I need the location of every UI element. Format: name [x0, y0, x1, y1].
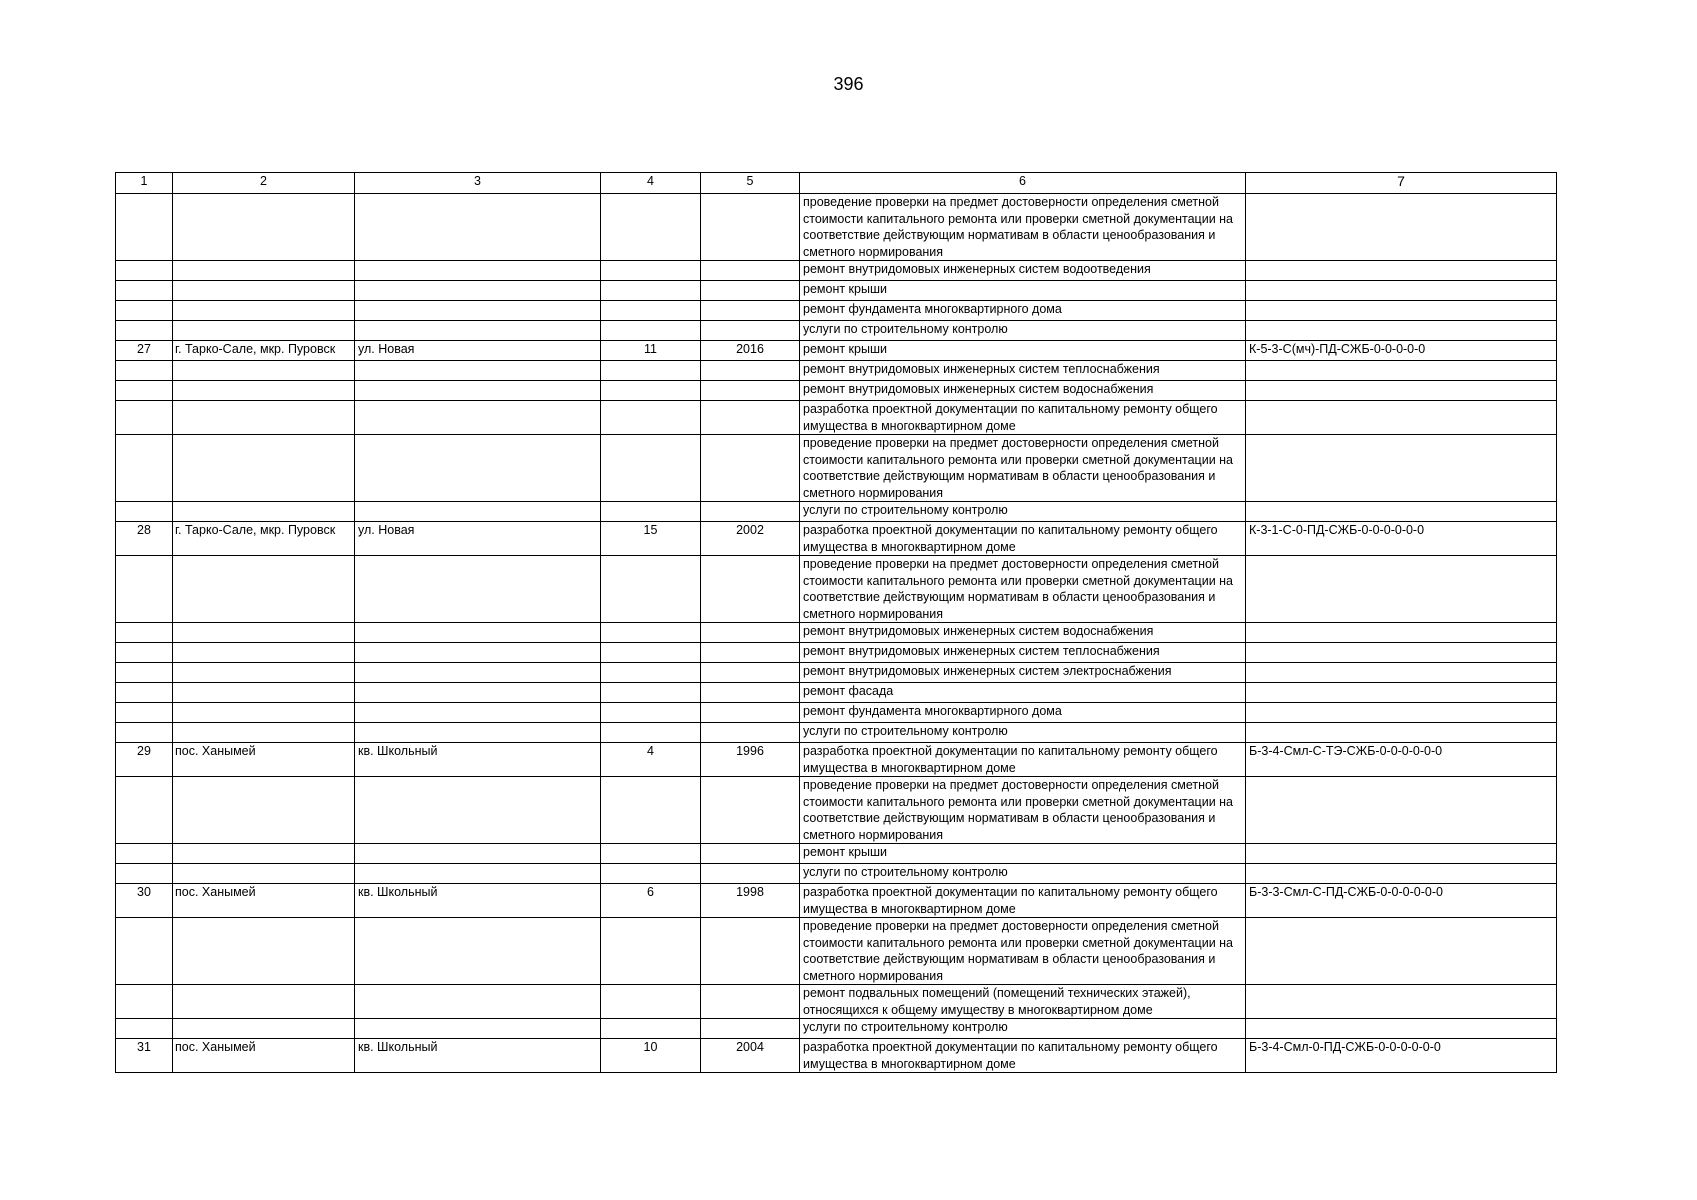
code-cell	[1246, 985, 1557, 1019]
settlement-cell	[173, 643, 355, 663]
year-cell	[701, 502, 800, 522]
code-cell	[1246, 281, 1557, 301]
house-number-cell: 6	[601, 884, 701, 918]
code-cell	[1246, 864, 1557, 884]
row-number-cell	[116, 321, 173, 341]
settlement-cell: пос. Ханымей	[173, 884, 355, 918]
house-number-cell	[601, 281, 701, 301]
house-number-cell	[601, 435, 701, 502]
street-cell	[355, 864, 601, 884]
table-row	[116, 321, 1557, 341]
table-row	[116, 381, 1557, 401]
house-number-cell	[601, 777, 701, 844]
work-type-cell: ремонт фундамента многоквартирного дома	[800, 703, 1246, 723]
work-type-cell: ремонт внутридомовых инженерных систем теплоснабжения	[800, 361, 1246, 381]
year-cell	[701, 261, 800, 281]
house-number-cell	[601, 703, 701, 723]
street-cell: ул. Новая	[355, 341, 601, 361]
row-number-cell	[116, 777, 173, 844]
year-cell	[701, 556, 800, 623]
row-number-cell	[116, 623, 173, 643]
code-cell	[1246, 194, 1557, 261]
settlement-cell	[173, 321, 355, 341]
code-cell	[1246, 844, 1557, 864]
street-cell: кв. Школьный	[355, 743, 601, 777]
table-row	[116, 361, 1557, 381]
work-type-cell: ремонт внутридомовых инженерных систем водоснабжения	[800, 381, 1246, 401]
settlement-cell	[173, 194, 355, 261]
row-number-cell	[116, 864, 173, 884]
street-cell	[355, 401, 601, 435]
header-cell-7: 7	[1246, 173, 1557, 194]
house-number-cell	[601, 556, 701, 623]
street-cell: кв. Школьный	[355, 1039, 601, 1073]
settlement-cell	[173, 844, 355, 864]
year-cell	[701, 985, 800, 1019]
row-number-cell	[116, 723, 173, 743]
street-cell: ул. Новая	[355, 522, 601, 556]
house-number-cell	[601, 261, 701, 281]
row-number-cell	[116, 556, 173, 623]
row-number-cell	[116, 643, 173, 663]
year-cell: 2002	[701, 522, 800, 556]
work-type-cell: разработка проектной документации по капитальному ремонту общего имущества в многоквартирном доме	[800, 1039, 1246, 1073]
row-number-cell	[116, 844, 173, 864]
settlement-cell	[173, 281, 355, 301]
house-number-cell	[601, 321, 701, 341]
code-cell	[1246, 435, 1557, 502]
house-number-cell	[601, 643, 701, 663]
row-number-cell	[116, 918, 173, 985]
year-cell	[701, 703, 800, 723]
row-number-cell	[116, 401, 173, 435]
table-row	[116, 643, 1557, 663]
table-row	[116, 985, 1557, 1019]
row-number-cell	[116, 502, 173, 522]
house-number-cell	[601, 1019, 701, 1039]
table-body	[116, 173, 1557, 1073]
settlement-cell	[173, 301, 355, 321]
table-row	[116, 435, 1557, 502]
settlement-cell	[173, 864, 355, 884]
settlement-cell: пос. Ханымей	[173, 743, 355, 777]
year-cell: 2016	[701, 341, 800, 361]
table-row	[116, 743, 1557, 777]
row-number-cell	[116, 261, 173, 281]
settlement-cell	[173, 623, 355, 643]
house-number-cell	[601, 918, 701, 985]
table-row	[116, 864, 1557, 884]
table-row	[116, 502, 1557, 522]
code-cell: Б-3-4-Смл-С-ТЭ-СЖБ-0-0-0-0-0-0	[1246, 743, 1557, 777]
work-type-cell: ремонт крыши	[800, 281, 1246, 301]
code-cell	[1246, 502, 1557, 522]
house-number-cell	[601, 985, 701, 1019]
row-number-cell	[116, 703, 173, 723]
street-cell	[355, 703, 601, 723]
header-cell-3: 3	[355, 173, 601, 194]
settlement-cell	[173, 918, 355, 985]
work-type-cell: ремонт внутридомовых инженерных систем электроснабжения	[800, 663, 1246, 683]
year-cell	[701, 194, 800, 261]
settlement-cell	[173, 435, 355, 502]
work-type-cell: услуги по строительному контролю	[800, 321, 1246, 341]
settlement-cell	[173, 401, 355, 435]
street-cell	[355, 301, 601, 321]
year-cell	[701, 864, 800, 884]
table-row	[116, 261, 1557, 281]
table-row	[116, 777, 1557, 844]
code-cell	[1246, 723, 1557, 743]
page-number: 396	[833, 74, 864, 94]
row-number-cell	[116, 381, 173, 401]
table-row	[116, 918, 1557, 985]
year-cell	[701, 683, 800, 703]
row-number-cell	[116, 1019, 173, 1039]
code-cell	[1246, 703, 1557, 723]
settlement-cell: пос. Ханымей	[173, 1039, 355, 1073]
table-row	[116, 341, 1557, 361]
year-cell	[701, 623, 800, 643]
work-type-cell: проведение проверки на предмет достоверности определения сметной стоимости капитального ремонта или проверки сметной документации на соответствие действующим нормативам в области ценообразования и сметного нормирования	[800, 556, 1246, 623]
code-cell	[1246, 683, 1557, 703]
work-type-cell: ремонт крыши	[800, 341, 1246, 361]
work-type-cell: услуги по строительному контролю	[800, 502, 1246, 522]
header-cell-4: 4	[601, 173, 701, 194]
street-cell	[355, 723, 601, 743]
year-cell	[701, 361, 800, 381]
table-row	[116, 663, 1557, 683]
year-cell	[701, 321, 800, 341]
year-cell: 2004	[701, 1039, 800, 1073]
street-cell	[355, 435, 601, 502]
work-type-cell: ремонт фасада	[800, 683, 1246, 703]
code-cell	[1246, 401, 1557, 435]
work-type-cell: ремонт внутридомовых инженерных систем водоотведения	[800, 261, 1246, 281]
year-cell	[701, 723, 800, 743]
house-number-cell	[601, 864, 701, 884]
work-type-cell: ремонт фундамента многоквартирного дома	[800, 301, 1246, 321]
house-number-cell	[601, 361, 701, 381]
code-cell: К-5-3-С(мч)-ПД-СЖБ-0-0-0-0-0	[1246, 341, 1557, 361]
code-cell	[1246, 381, 1557, 401]
street-cell	[355, 381, 601, 401]
street-cell	[355, 777, 601, 844]
work-type-cell: ремонт крыши	[800, 844, 1246, 864]
street-cell: кв. Школьный	[355, 884, 601, 918]
work-type-cell: разработка проектной документации по капитальному ремонту общего имущества в многоквартирном доме	[800, 884, 1246, 918]
street-cell	[355, 556, 601, 623]
work-type-cell: ремонт подвальных помещений (помещений технических этажей), относящихся к общему имуществу в многоквартирном доме	[800, 985, 1246, 1019]
works-table	[115, 172, 1557, 1073]
street-cell	[355, 261, 601, 281]
street-cell	[355, 194, 601, 261]
table-row	[116, 556, 1557, 623]
year-cell	[701, 281, 800, 301]
table-row	[116, 844, 1557, 864]
table-row	[116, 194, 1557, 261]
header-cell-5: 5	[701, 173, 800, 194]
settlement-cell	[173, 261, 355, 281]
row-number-cell	[116, 663, 173, 683]
settlement-cell: г. Тарко-Сале, мкр. Пуровск	[173, 341, 355, 361]
year-cell	[701, 918, 800, 985]
code-cell	[1246, 643, 1557, 663]
settlement-cell	[173, 381, 355, 401]
house-number-cell	[601, 623, 701, 643]
house-number-cell: 4	[601, 743, 701, 777]
table-row	[116, 401, 1557, 435]
work-type-cell: проведение проверки на предмет достоверности определения сметной стоимости капитального ремонта или проверки сметной документации на соответствие действующим нормативам в области ценообразования и сметного нормирования	[800, 777, 1246, 844]
house-number-cell: 15	[601, 522, 701, 556]
work-type-cell: услуги по строительному контролю	[800, 1019, 1246, 1039]
table-row	[116, 281, 1557, 301]
street-cell	[355, 502, 601, 522]
work-type-cell: разработка проектной документации по капитальному ремонту общего имущества в многоквартирном доме	[800, 743, 1246, 777]
code-cell	[1246, 361, 1557, 381]
house-number-cell	[601, 502, 701, 522]
code-cell	[1246, 261, 1557, 281]
street-cell	[355, 321, 601, 341]
year-cell	[701, 663, 800, 683]
work-type-cell: разработка проектной документации по капитальному ремонту общего имущества в многоквартирном доме	[800, 522, 1246, 556]
row-number-cell	[116, 683, 173, 703]
row-number-cell: 27	[116, 341, 173, 361]
row-number-cell	[116, 281, 173, 301]
table-row	[116, 522, 1557, 556]
work-type-cell: услуги по строительному контролю	[800, 723, 1246, 743]
row-number-cell	[116, 435, 173, 502]
code-cell	[1246, 1019, 1557, 1039]
year-cell	[701, 643, 800, 663]
row-number-cell: 29	[116, 743, 173, 777]
header-cell-1: 1	[116, 173, 173, 194]
street-cell	[355, 918, 601, 985]
house-number-cell	[601, 301, 701, 321]
house-number-cell	[601, 723, 701, 743]
year-cell	[701, 1019, 800, 1039]
house-number-cell: 10	[601, 1039, 701, 1073]
street-cell	[355, 844, 601, 864]
year-cell	[701, 844, 800, 864]
header-cell-2: 2	[173, 173, 355, 194]
code-cell	[1246, 918, 1557, 985]
house-number-cell	[601, 683, 701, 703]
work-type-cell: проведение проверки на предмет достоверности определения сметной стоимости капитального ремонта или проверки сметной документации на соответствие действующим нормативам в области ценообразования и сметного нормирования	[800, 918, 1246, 985]
house-number-cell	[601, 401, 701, 435]
settlement-cell	[173, 703, 355, 723]
work-type-cell: проведение проверки на предмет достоверности определения сметной стоимости капитального ремонта или проверки сметной документации на соответствие действующим нормативам в области ценообразования и сметного нормирования	[800, 435, 1246, 502]
row-number-cell	[116, 361, 173, 381]
row-number-cell: 31	[116, 1039, 173, 1073]
year-cell	[701, 301, 800, 321]
settlement-cell	[173, 556, 355, 623]
work-type-cell: проведение проверки на предмет достоверности определения сметной стоимости капитального ремонта или проверки сметной документации на соответствие действующим нормативам в области ценообразования и сметного нормирования	[800, 194, 1246, 261]
work-type-cell: разработка проектной документации по капитальному ремонту общего имущества в многоквартирном доме	[800, 401, 1246, 435]
table-row	[116, 884, 1557, 918]
code-cell	[1246, 623, 1557, 643]
settlement-cell: г. Тарко-Сале, мкр. Пуровск	[173, 522, 355, 556]
street-cell	[355, 361, 601, 381]
table-row	[116, 301, 1557, 321]
table-row	[116, 1019, 1557, 1039]
settlement-cell	[173, 683, 355, 703]
street-cell	[355, 985, 601, 1019]
table-row	[116, 683, 1557, 703]
settlement-cell	[173, 985, 355, 1019]
row-number-cell	[116, 194, 173, 261]
row-number-cell	[116, 301, 173, 321]
row-number-cell: 30	[116, 884, 173, 918]
settlement-cell	[173, 502, 355, 522]
row-number-cell: 28	[116, 522, 173, 556]
house-number-cell	[601, 663, 701, 683]
header-cell-6: 6	[800, 173, 1246, 194]
house-number-cell: 11	[601, 341, 701, 361]
year-cell: 1996	[701, 743, 800, 777]
table-row	[116, 703, 1557, 723]
code-cell	[1246, 556, 1557, 623]
code-cell	[1246, 777, 1557, 844]
table-header-row	[116, 173, 1557, 194]
street-cell	[355, 663, 601, 683]
code-cell	[1246, 321, 1557, 341]
street-cell	[355, 683, 601, 703]
house-number-cell	[601, 381, 701, 401]
work-type-cell: ремонт внутридомовых инженерных систем теплоснабжения	[800, 643, 1246, 663]
year-cell	[701, 777, 800, 844]
code-cell	[1246, 663, 1557, 683]
street-cell	[355, 1019, 601, 1039]
table-row	[116, 723, 1557, 743]
house-number-cell	[601, 194, 701, 261]
street-cell	[355, 623, 601, 643]
code-cell: Б-3-4-Смл-0-ПД-СЖБ-0-0-0-0-0-0	[1246, 1039, 1557, 1073]
table-row	[116, 623, 1557, 643]
row-number-cell	[116, 985, 173, 1019]
code-cell: К-3-1-С-0-ПД-СЖБ-0-0-0-0-0-0	[1246, 522, 1557, 556]
year-cell	[701, 401, 800, 435]
settlement-cell	[173, 723, 355, 743]
street-cell	[355, 643, 601, 663]
settlement-cell	[173, 663, 355, 683]
year-cell	[701, 381, 800, 401]
year-cell: 1998	[701, 884, 800, 918]
code-cell: Б-3-3-Смл-С-ПД-СЖБ-0-0-0-0-0-0	[1246, 884, 1557, 918]
house-number-cell	[601, 844, 701, 864]
code-cell	[1246, 301, 1557, 321]
settlement-cell	[173, 361, 355, 381]
settlement-cell	[173, 777, 355, 844]
work-type-cell: услуги по строительному контролю	[800, 864, 1246, 884]
year-cell	[701, 435, 800, 502]
street-cell	[355, 281, 601, 301]
table-row	[116, 1039, 1557, 1073]
settlement-cell	[173, 1019, 355, 1039]
work-type-cell: ремонт внутридомовых инженерных систем водоснабжения	[800, 623, 1246, 643]
